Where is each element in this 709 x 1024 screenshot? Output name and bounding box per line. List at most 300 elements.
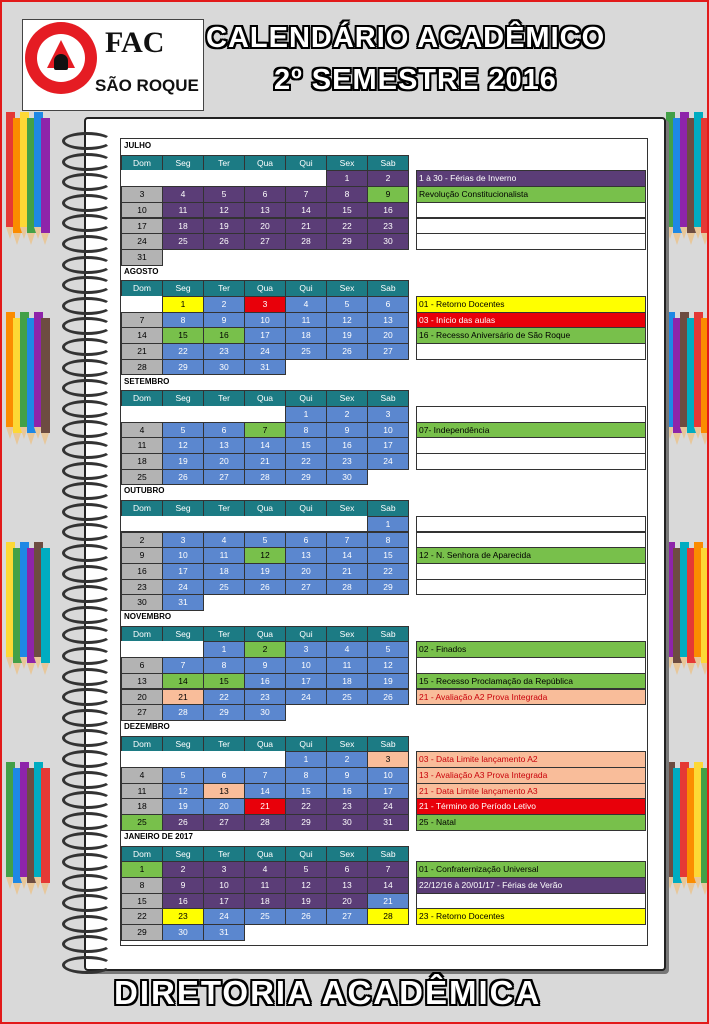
day-cell: 19 [162,453,204,470]
day-cell: 11 [203,547,245,564]
day-cell: 7 [244,767,286,784]
spiral-ring [62,194,112,212]
day-cell: 27 [203,469,245,486]
day-cell: 29 [326,233,368,250]
day-cell: 16 [326,437,368,454]
day-cell: 4 [244,861,286,878]
weekday-header: Dom [121,626,163,643]
logo-emblem-icon [25,22,97,94]
day-cell: 13 [244,202,286,219]
day-cell: 15 [367,547,409,564]
weekday-header: Dom [121,736,163,753]
weekday-header: Sab [367,626,409,643]
day-cell: 9 [203,312,245,329]
weekday-header: Sex [326,736,368,753]
day-cell: 3 [285,641,327,658]
day-cell: 29 [162,359,204,376]
spiral-ring [62,338,112,356]
day-cell: 14 [244,437,286,454]
day-cell: 22 [285,453,327,470]
spiral-ring [62,606,112,624]
day-cell: 16 [121,563,163,580]
day-cell: 31 [121,249,163,266]
weekday-header: Dom [121,280,163,297]
day-cell: 23 [326,453,368,470]
day-cell: 18 [121,453,163,470]
day-cell: 26 [162,814,204,831]
day-cell: 20 [285,563,327,580]
empty-cell [162,516,204,533]
day-cell: 18 [244,893,286,910]
pencil-decoration [41,318,50,433]
day-cell: 23 [121,579,163,596]
day-cell: 28 [121,359,163,376]
month-name: OUTUBRO [124,486,165,496]
day-cell: 8 [367,532,409,549]
weekday-header: Sex [326,280,368,297]
empty-cell [121,296,163,313]
day-cell: 22 [121,908,163,925]
day-cell: 15 [285,437,327,454]
empty-cell [244,516,286,533]
weekday-header: Qua [244,626,286,643]
event-label: 13 - Avaliação A3 Prova Integrada [416,767,646,784]
weekday-header: Sab [367,390,409,407]
day-cell: 16 [326,783,368,800]
empty-cell [203,516,245,533]
weekday-header: Seg [162,280,204,297]
day-cell: 13 [326,877,368,894]
day-cell: 31 [162,594,204,611]
event-label: 03 - Data Limite lançamento A2 [416,751,646,768]
day-cell: 5 [285,861,327,878]
weekday-header: Sex [326,626,368,643]
spiral-ring [62,874,112,892]
day-cell: 25 [162,233,204,250]
day-cell: 8 [203,657,245,674]
day-cell: 11 [162,202,204,219]
day-cell: 20 [326,893,368,910]
day-cell: 30 [162,924,204,941]
event-empty [416,516,646,533]
weekday-header: Qui [285,390,327,407]
day-cell: 4 [285,296,327,313]
day-cell: 17 [367,783,409,800]
day-cell: 13 [367,312,409,329]
page-title: CALENDÁRIO ACADÊMICO [206,22,606,54]
day-cell: 30 [326,469,368,486]
day-cell: 22 [285,798,327,815]
day-cell: 25 [203,579,245,596]
day-cell: 5 [203,186,245,203]
month-name: NOVEMBRO [124,612,172,621]
day-cell: 28 [326,579,368,596]
day-cell: 7 [121,312,163,329]
day-cell: 24 [367,798,409,815]
day-cell: 19 [244,563,286,580]
weekday-header: Qua [244,846,286,863]
event-label: 1 à 30 - Férias de Inverno [416,170,646,187]
weekday-header: Ter [203,626,245,643]
day-cell: 19 [367,673,409,690]
day-cell: 8 [162,312,204,329]
day-cell: 5 [162,422,204,439]
day-cell: 29 [367,579,409,596]
day-cell: 19 [162,798,204,815]
day-cell: 24 [244,343,286,360]
day-cell: 21 [367,893,409,910]
weekday-header: Ter [203,280,245,297]
weekday-header: Qua [244,736,286,753]
day-cell: 5 [367,641,409,658]
event-empty [416,579,646,596]
event-label: 25 - Natal [416,814,646,831]
day-cell: 21 [285,218,327,235]
pencil-decoration [701,318,709,433]
event-empty [416,233,646,250]
weekday-header: Qui [285,736,327,753]
day-cell: 25 [326,689,368,706]
day-cell: 19 [326,327,368,344]
day-cell: 25 [121,469,163,486]
weekday-header: Seg [162,155,204,172]
spiral-ring [62,853,112,871]
day-cell: 28 [367,908,409,925]
day-cell: 7 [367,861,409,878]
day-cell: 11 [244,877,286,894]
day-cell: 19 [285,893,327,910]
logo-city: SÃO ROQUE [95,76,199,95]
empty-cell [162,751,204,768]
day-cell: 6 [203,767,245,784]
weekday-header: Seg [162,500,204,517]
day-cell: 2 [367,170,409,187]
weekday-header: Qui [285,280,327,297]
day-cell: 17 [203,893,245,910]
day-cell: 2 [326,751,368,768]
day-cell: 5 [162,767,204,784]
event-empty [416,563,646,580]
event-label: 12 - N. Senhora de Aparecida [416,547,646,564]
day-cell: 25 [244,908,286,925]
day-cell: 25 [285,343,327,360]
weekday-header: Qui [285,155,327,172]
day-cell: 30 [121,594,163,611]
day-cell: 8 [326,186,368,203]
weekday-header: Dom [121,500,163,517]
spiral-ring [62,709,112,727]
day-cell: 20 [367,327,409,344]
day-cell: 13 [285,547,327,564]
day-cell: 5 [326,296,368,313]
day-cell: 27 [326,908,368,925]
day-cell: 28 [285,233,327,250]
empty-cell [244,170,286,187]
spiral-ring [62,647,112,665]
day-cell: 20 [203,453,245,470]
spiral-ring [62,441,112,459]
day-cell: 27 [244,233,286,250]
empty-cell [121,406,163,423]
event-empty [416,657,646,674]
weekday-header: Sab [367,155,409,172]
day-cell: 5 [244,532,286,549]
day-cell: 9 [162,877,204,894]
day-cell: 26 [244,579,286,596]
day-cell: 14 [367,877,409,894]
day-cell: 15 [203,673,245,690]
pencil-decoration [701,118,709,233]
weekday-header: Qui [285,626,327,643]
weekday-header: Qui [285,500,327,517]
day-cell: 12 [326,312,368,329]
weekday-header: Ter [203,736,245,753]
day-cell: 22 [162,343,204,360]
event-label: 03 - Início das aulas [416,312,646,329]
spiral-ring [62,235,112,253]
month-name: JANEIRO DE 2017 [124,831,193,841]
logo-name: FAC [105,26,165,59]
weekday-header: Sex [326,846,368,863]
event-label: 23 - Retorno Docentes [416,908,646,925]
day-cell: 18 [162,218,204,235]
day-cell: 26 [162,469,204,486]
day-cell: 12 [162,783,204,800]
pencil-decoration [701,768,709,883]
day-cell: 15 [162,327,204,344]
day-cell: 22 [367,563,409,580]
day-cell: 13 [203,783,245,800]
day-cell: 11 [121,783,163,800]
day-cell: 17 [121,218,163,235]
day-cell: 24 [121,233,163,250]
day-cell: 24 [203,908,245,925]
day-cell: 26 [367,689,409,706]
day-cell: 22 [203,689,245,706]
day-cell: 30 [244,704,286,721]
day-cell: 19 [203,218,245,235]
empty-cell [162,641,204,658]
day-cell: 2 [162,861,204,878]
event-empty [416,893,646,910]
day-cell: 29 [203,704,245,721]
event-empty [416,453,646,470]
day-cell: 3 [244,296,286,313]
pencil-decoration [41,548,50,663]
day-cell: 2 [244,641,286,658]
day-cell: 14 [244,783,286,800]
day-cell: 10 [244,312,286,329]
event-label: 22/12/16 à 20/01/17 - Férias de Verão [416,877,646,894]
day-cell: 24 [162,579,204,596]
day-cell: 26 [285,908,327,925]
day-cell: 17 [367,437,409,454]
event-label: 02 - Finados [416,641,646,658]
day-cell: 31 [367,814,409,831]
day-cell: 24 [367,453,409,470]
day-cell: 28 [244,469,286,486]
day-cell: 21 [162,689,204,706]
weekday-header: Dom [121,155,163,172]
spiral-ring [62,153,112,171]
day-cell: 3 [367,406,409,423]
event-label: 21 - Data Limite lançamento A3 [416,783,646,800]
event-label: 16 - Recesso Aniversário de São Roque [416,327,646,344]
day-cell: 10 [203,877,245,894]
day-cell: 18 [121,798,163,815]
day-cell: 28 [244,814,286,831]
empty-cell [326,516,368,533]
day-cell: 13 [203,437,245,454]
day-cell: 12 [162,437,204,454]
day-cell: 18 [326,673,368,690]
day-cell: 12 [244,547,286,564]
event-label: Revolução Constitucionalista [416,186,646,203]
weekday-header: Qua [244,390,286,407]
weekday-header: Seg [162,846,204,863]
spiral-ring [62,297,112,315]
day-cell: 3 [162,532,204,549]
day-cell: 1 [326,170,368,187]
day-cell: 7 [326,532,368,549]
event-empty [416,437,646,454]
empty-cell [285,170,327,187]
empty-cell [244,751,286,768]
weekday-header: Qua [244,155,286,172]
calendar-grid [120,138,648,946]
empty-cell [285,516,327,533]
day-cell: 10 [162,547,204,564]
empty-cell [162,406,204,423]
weekday-header: Ter [203,390,245,407]
day-cell: 9 [244,657,286,674]
weekday-header: Qui [285,846,327,863]
weekday-header: Ter [203,500,245,517]
weekday-header: Sab [367,500,409,517]
empty-cell [162,170,204,187]
spiral-ring [62,462,112,480]
day-cell: 2 [203,296,245,313]
day-cell: 25 [121,814,163,831]
spiral-ring [62,956,112,974]
spiral-ring [62,812,112,830]
day-cell: 23 [203,343,245,360]
day-cell: 3 [367,751,409,768]
day-cell: 4 [326,641,368,658]
day-cell: 29 [121,924,163,941]
day-cell: 4 [162,186,204,203]
day-cell: 10 [285,657,327,674]
day-cell: 9 [121,547,163,564]
spiral-ring [62,503,112,521]
day-cell: 17 [162,563,204,580]
empty-cell [244,406,286,423]
day-cell: 6 [326,861,368,878]
month-name: DEZEMBRO [124,721,170,731]
day-cell: 18 [203,563,245,580]
day-cell: 6 [367,296,409,313]
event-label: 01 - Confraternização Universal [416,861,646,878]
event-empty [416,343,646,360]
day-cell: 7 [244,422,286,439]
day-cell: 26 [326,343,368,360]
weekday-header: Sab [367,846,409,863]
day-cell: 30 [326,814,368,831]
weekday-header: Seg [162,736,204,753]
pencil-decoration [41,768,50,883]
month-name: SETEMBRO [124,376,170,386]
weekday-header: Sex [326,390,368,407]
event-label: 21 - Término do Período Letivo [416,798,646,815]
day-cell: 12 [285,877,327,894]
spiral-ring [62,544,112,562]
spiral-ring [62,132,112,150]
empty-cell [121,751,163,768]
day-cell: 1 [162,296,204,313]
day-cell: 14 [326,547,368,564]
day-cell: 11 [285,312,327,329]
day-cell: 8 [285,767,327,784]
weekday-header: Qua [244,280,286,297]
day-cell: 9 [326,422,368,439]
day-cell: 1 [203,641,245,658]
day-cell: 21 [121,343,163,360]
empty-cell [121,641,163,658]
day-cell: 23 [326,798,368,815]
day-cell: 2 [121,532,163,549]
day-cell: 27 [285,579,327,596]
day-cell: 1 [285,406,327,423]
empty-cell [203,406,245,423]
weekday-header: Seg [162,390,204,407]
day-cell: 7 [162,657,204,674]
empty-cell [121,516,163,533]
weekday-header: Seg [162,626,204,643]
day-cell: 2 [326,406,368,423]
day-cell: 10 [367,422,409,439]
day-cell: 18 [285,327,327,344]
day-cell: 20 [244,218,286,235]
month-name: AGOSTO [124,266,159,276]
weekday-header: Dom [121,390,163,407]
day-cell: 21 [244,798,286,815]
day-cell: 4 [121,422,163,439]
day-cell: 7 [285,186,327,203]
day-cell: 14 [162,673,204,690]
day-cell: 31 [244,359,286,376]
day-cell: 11 [326,657,368,674]
day-cell: 30 [203,359,245,376]
day-cell: 26 [203,233,245,250]
day-cell: 8 [121,877,163,894]
day-cell: 17 [285,673,327,690]
event-label: 01 - Retorno Docentes [416,296,646,313]
day-cell: 15 [326,202,368,219]
logo [22,19,204,111]
day-cell: 16 [244,673,286,690]
day-cell: 29 [285,814,327,831]
day-cell: 14 [121,327,163,344]
event-empty [416,202,646,219]
day-cell: 23 [367,218,409,235]
day-cell: 21 [326,563,368,580]
day-cell: 3 [121,186,163,203]
day-cell: 21 [244,453,286,470]
event-empty [416,218,646,235]
weekday-header: Ter [203,155,245,172]
pencil-decoration [701,548,709,663]
day-cell: 1 [367,516,409,533]
